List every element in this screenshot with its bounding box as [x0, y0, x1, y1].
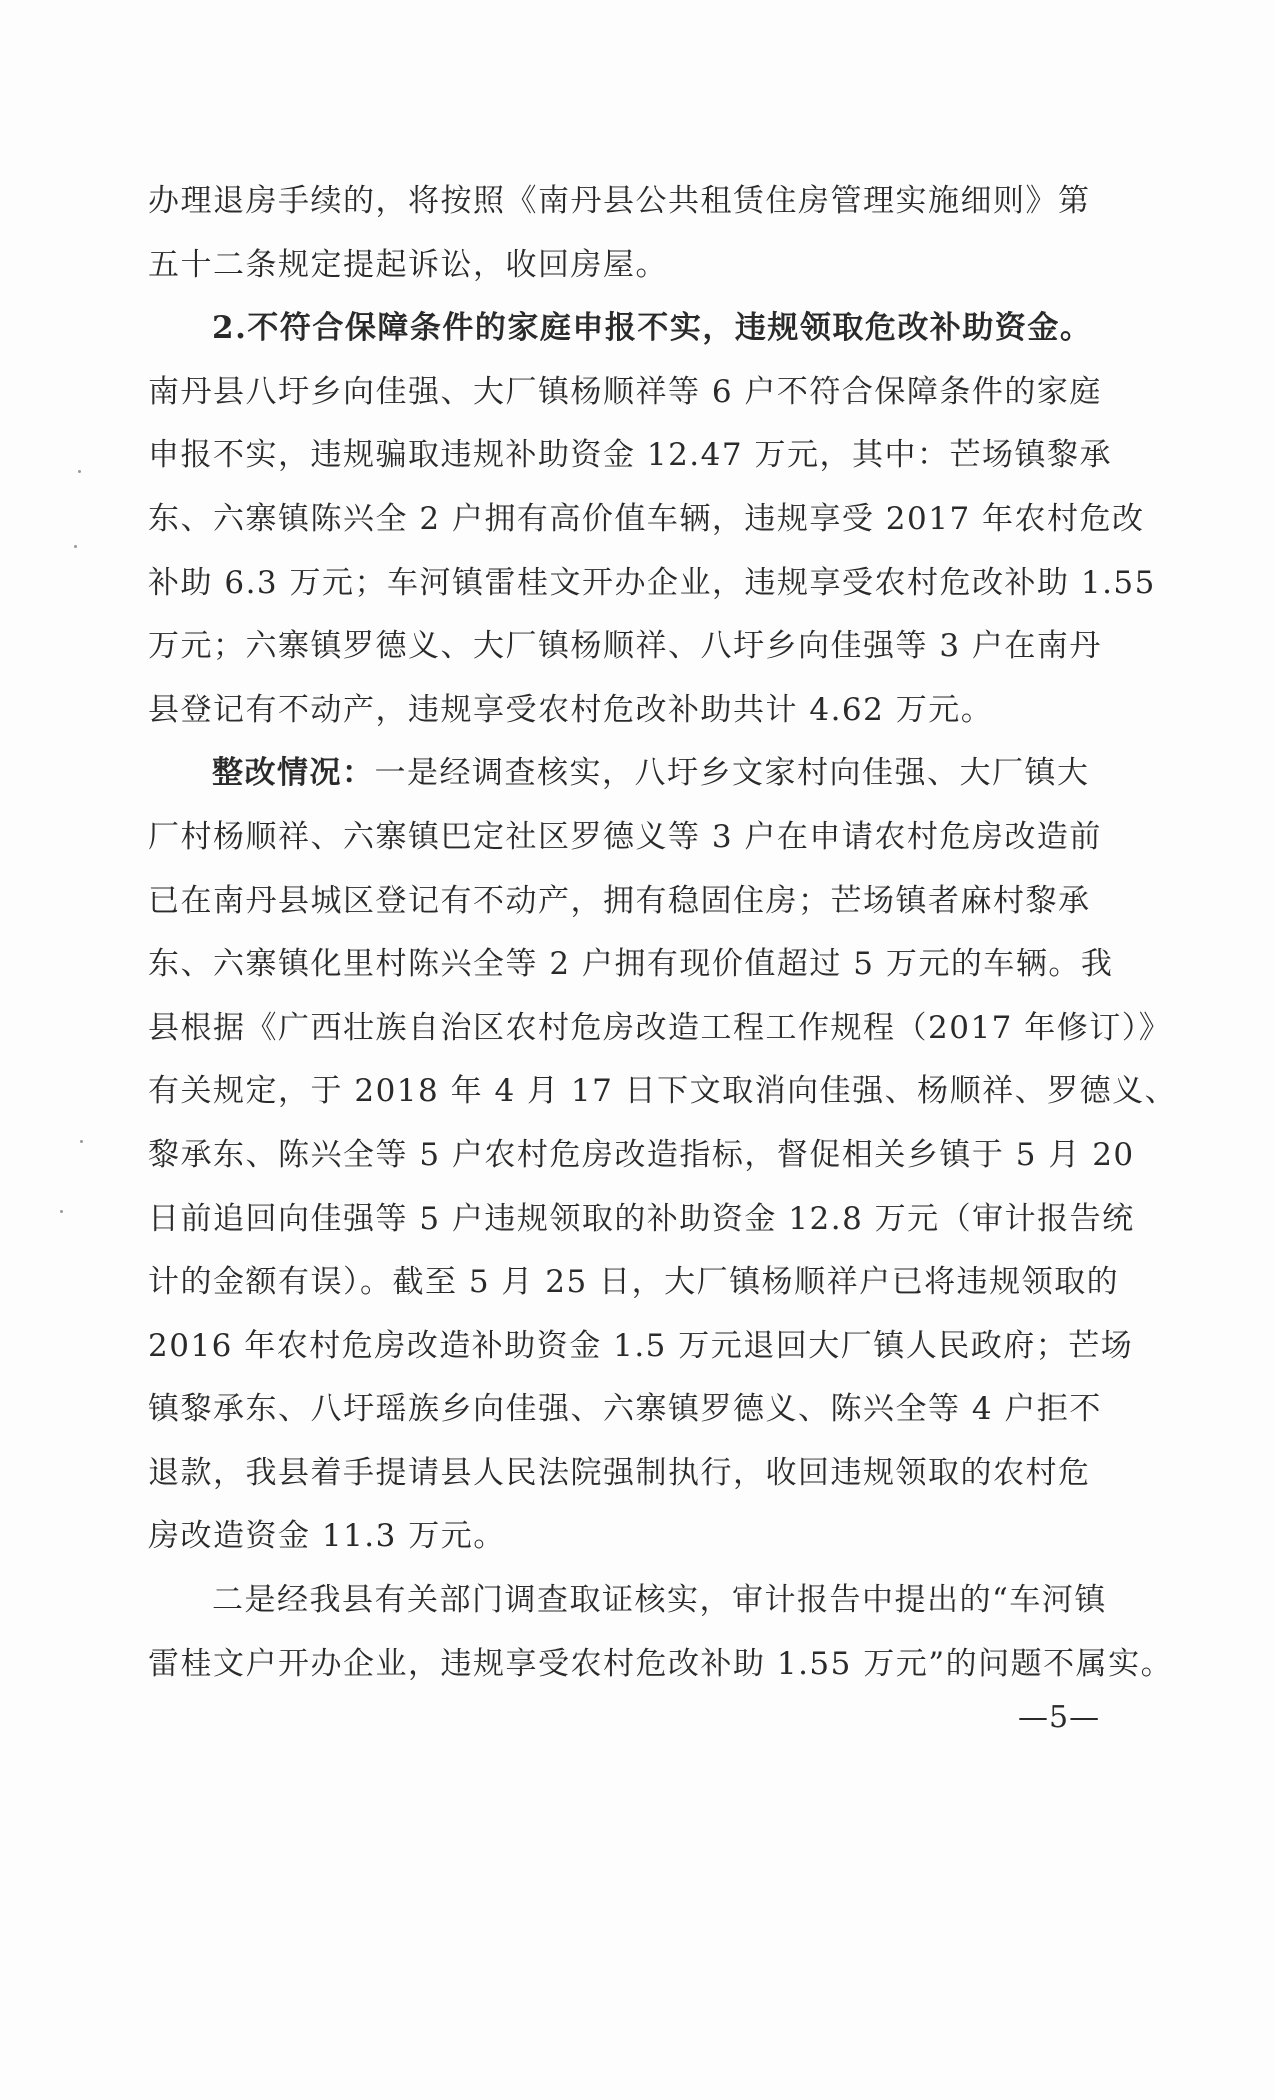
text-line: 退款，我县着手提请县人民法院强制执行，收回违规领取的农村危 — [148, 1454, 1091, 1491]
text-line: 二是经我县有关部门调查取证核实，审计报告中提出的“车河镇 — [212, 1582, 1107, 1619]
body-text — [148, 170, 1178, 1696]
text-line: 东、六寨镇化里村陈兴全等 2 户拥有现价值超过 5 万元的车辆。我 — [148, 946, 1114, 983]
page-number: —5— — [1018, 1700, 1101, 1735]
rectification-first-text: 一是经调查核实，八圩乡文家村向佳强、大厂镇大 — [374, 755, 1090, 792]
rectification-line — [148, 742, 1128, 806]
text-line: 五十二条规定提起诉讼，收回房屋。 — [148, 246, 668, 283]
scan-speck — [80, 1140, 83, 1143]
rectification-label: 整改情况： — [212, 755, 375, 792]
text-line: 南丹县八圩乡向佳强、大厂镇杨顺祥等 6 户不符合保障条件的家庭 — [148, 373, 1102, 410]
text-line: 镇黎承东、八圩瑶族乡向佳强、六寨镇罗德义、陈兴全等 4 户拒不 — [148, 1391, 1102, 1428]
scan-speck — [78, 470, 81, 473]
text-line: 补助 6.3 万元；车河镇雷桂文开办企业，违规享受农村危改补助 1.55 — [148, 564, 1156, 601]
text-line: 有关规定，于 2018 年 4 月 17 日下文取消向佳强、杨顺祥、罗德义、 — [148, 1073, 1178, 1110]
text-line: 日前追回向佳强等 5 户违规领取的补助资金 12.8 万元（审计报告统 — [148, 1200, 1135, 1237]
text-line: 雷桂文户开办企业，违规享受农村危改补助 1.55 万元”的问题不属实。 — [148, 1645, 1174, 1682]
text-line: 申报不实，违规骗取违规补助资金 12.47 万元，其中：芒场镇黎承 — [148, 437, 1112, 474]
text-line: 东、六寨镇陈兴全 2 户拥有高价值车辆，违规享受 2017 年农村危改 — [148, 500, 1145, 537]
text-line: 厂村杨顺祥、六寨镇巴定社区罗德义等 3 户在申请农村危房改造前 — [148, 818, 1102, 855]
section-heading: 2.不符合保障条件的家庭申报不实，违规领取危改补助资金。 — [212, 310, 1093, 347]
text-line: 房改造资金 11.3 万元。 — [148, 1518, 506, 1555]
text-line: 已在南丹县城区登记有不动产，拥有稳固住房；芒场镇者麻村黎承 — [148, 882, 1091, 919]
text-line: 黎承东、陈兴全等 5 户农村危房改造指标，督促相关乡镇于 5 月 20 — [148, 1136, 1135, 1173]
text-line: 县登记有不动产，违规享受农村危改补助共计 4.62 万元。 — [148, 691, 994, 728]
text-line: 万元；六寨镇罗德义、大厂镇杨顺祥、八圩乡向佳强等 3 户在南丹 — [148, 628, 1102, 665]
scan-speck — [74, 545, 77, 548]
text-line: 2016 年农村危房改造补助资金 1.5 万元退回大厂镇人民政府；芒场 — [148, 1327, 1134, 1364]
text-line: 办理退房手续的，将按照《南丹县公共租赁住房管理实施细则》第 — [148, 183, 1091, 219]
scan-speck — [60, 1210, 63, 1213]
text-line: 县根据《广西壮族自治区农村危房改造工程工作规程（2017 年修订）》 — [148, 1009, 1172, 1046]
text-line: 计的金额有误）。截至 5 月 25 日，大厂镇杨顺祥户已将违规领取的 — [148, 1264, 1120, 1301]
